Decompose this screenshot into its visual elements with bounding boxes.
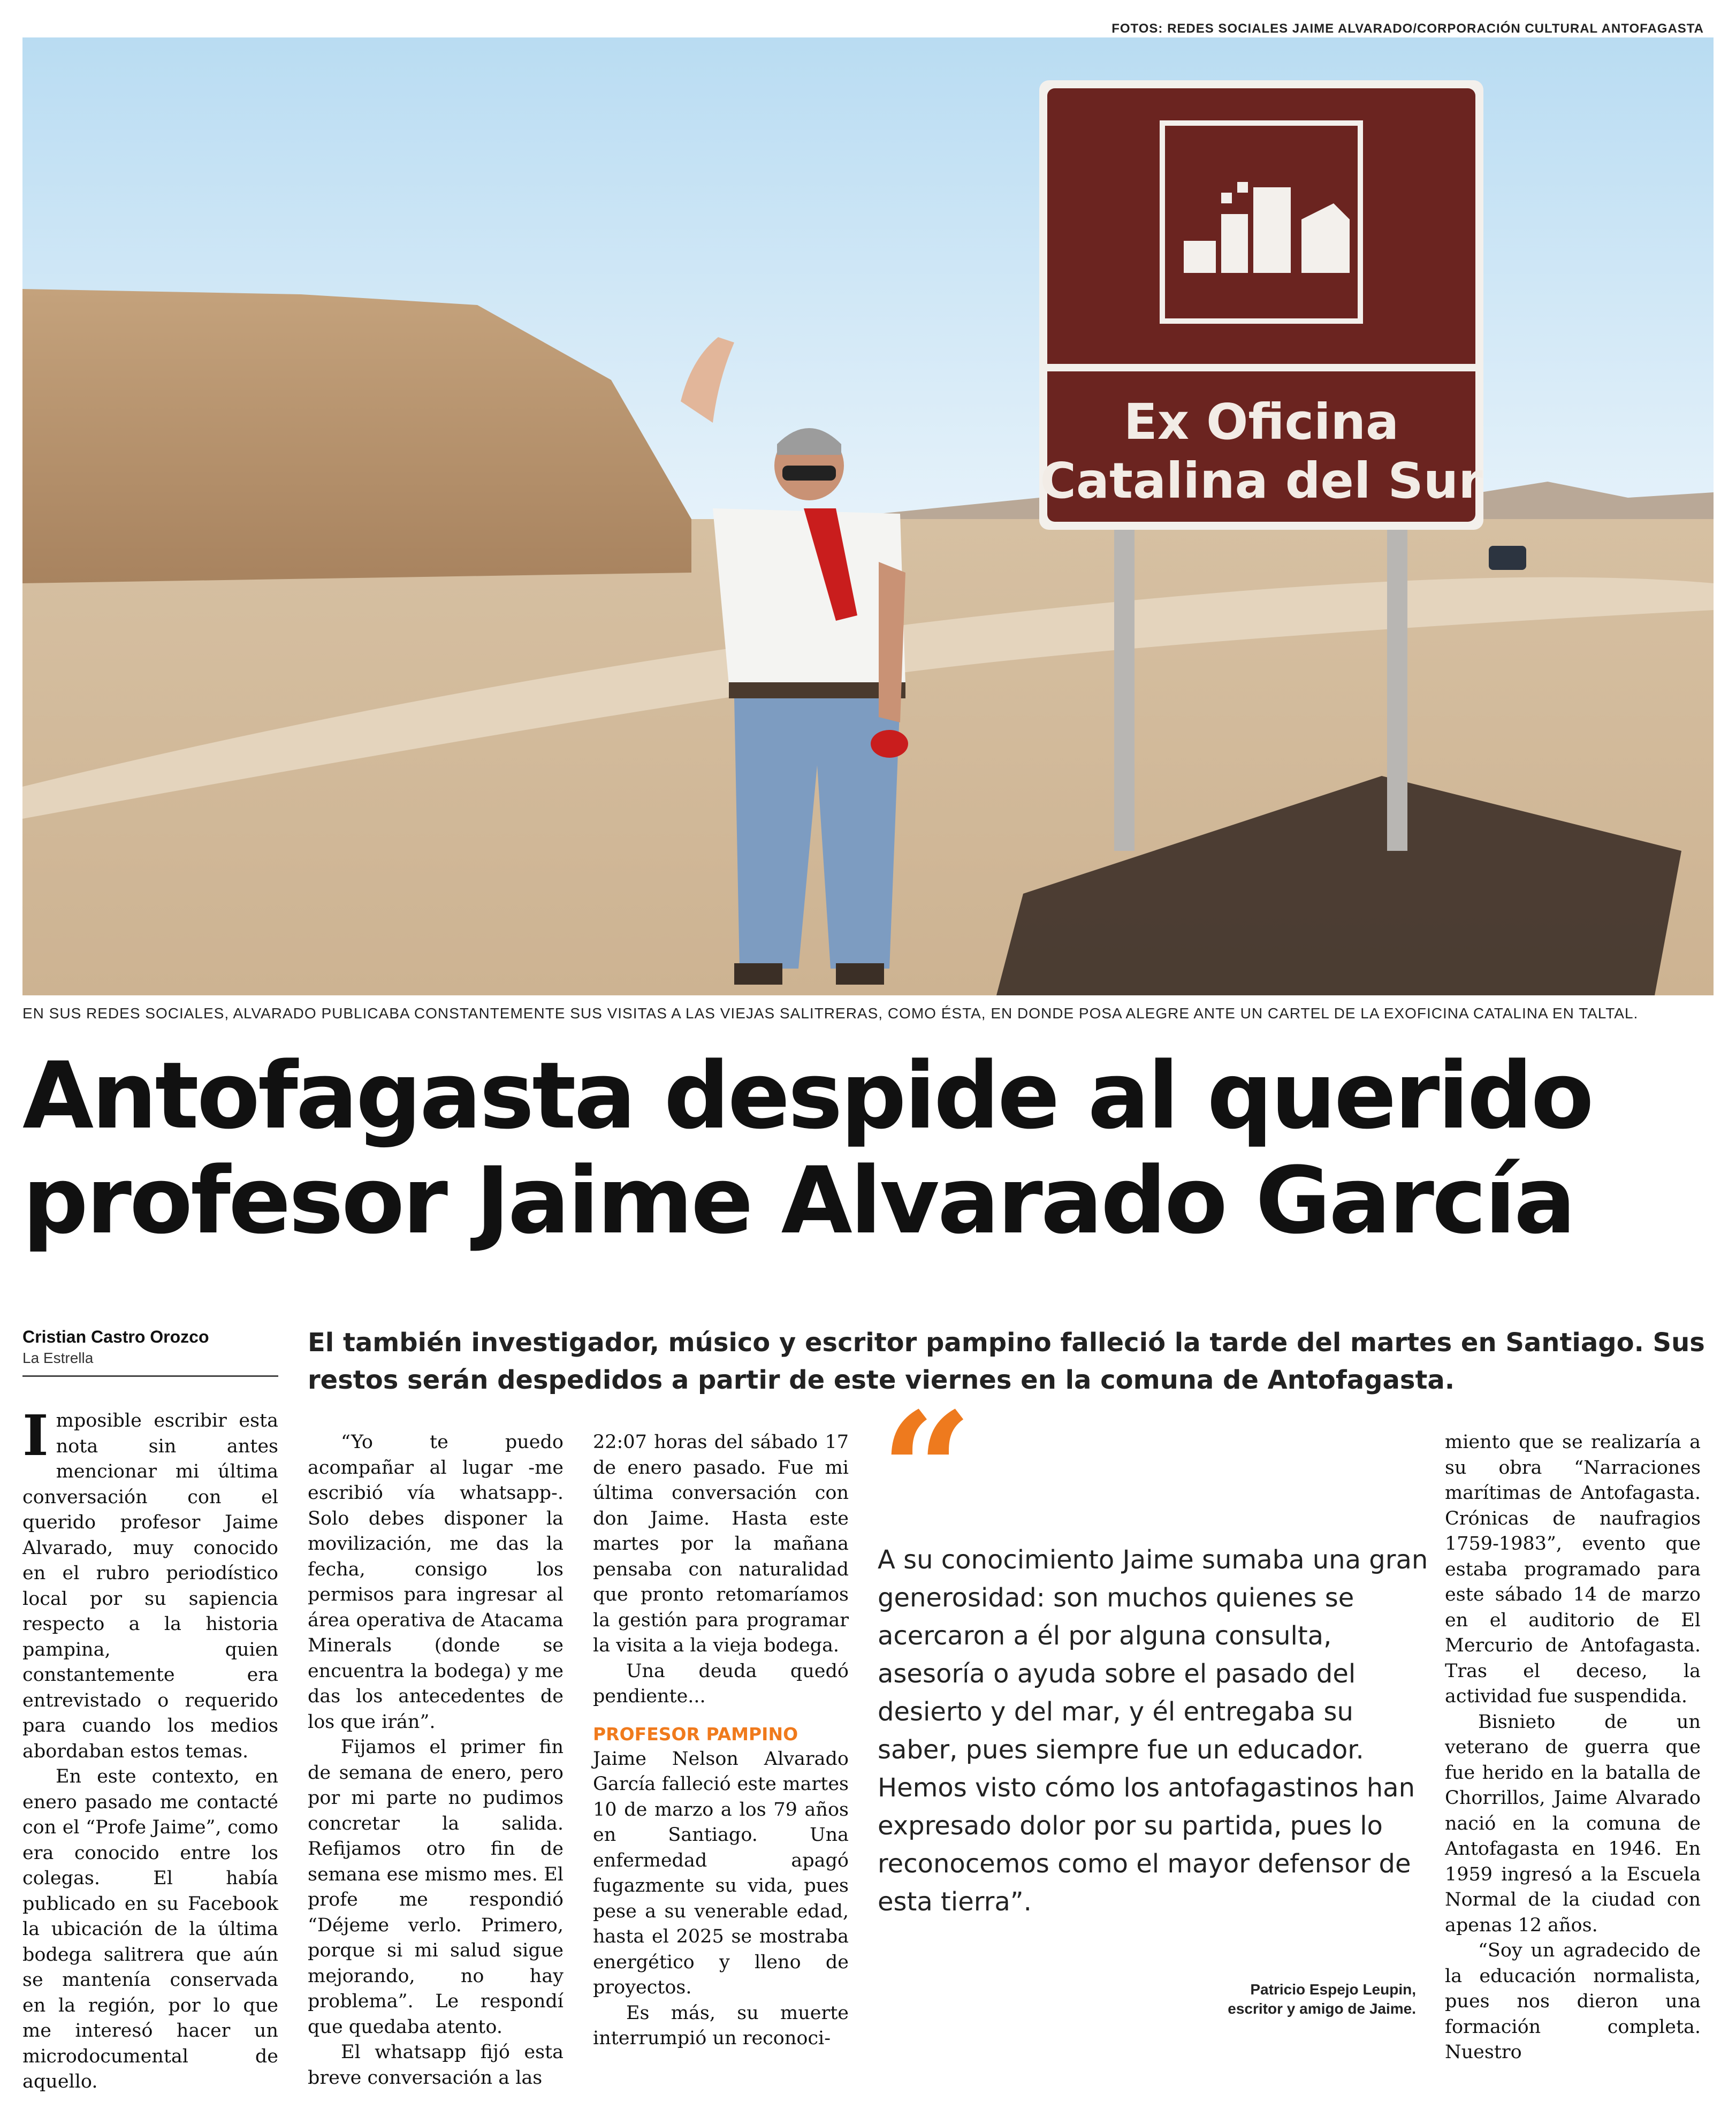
dropcap: I bbox=[22, 1403, 49, 1468]
paragraph: En este contexto, en enero pasado me contacté con el “Profe Jaime”, como era conocido entre los colegas. El había publicado en su Facebook la ubicación de la última bodega salitrera que aún se mantenía conservada en la región, por lo que me interesó hacer un microdocumental de aquello. bbox=[22, 1766, 278, 2092]
paragraph: Jaime Nelson Alvarado García falleció este martes 10 de marzo a los 79 años en Santiago. Una enfermedad apagó fugazmente su vida, pues pese a su venerable edad, hasta el 2025 se mostraba energético y lleno de proyectos. bbox=[593, 1748, 849, 1998]
paragraph: “Soy un agradecido de la educación normalista, pues nos dieron una formación completa. Nuestro bbox=[1445, 1940, 1701, 2063]
sign-post-left bbox=[1114, 519, 1135, 851]
body-column-4 bbox=[1445, 1430, 1701, 2066]
quote-mark-icon: “ bbox=[880, 1377, 973, 1566]
section-heading: PROFESOR PAMPINO bbox=[593, 1723, 798, 1745]
sign-post-right bbox=[1387, 530, 1407, 851]
headline bbox=[22, 1044, 1714, 1253]
distant-car bbox=[1489, 546, 1526, 570]
photo-credit: FOTOS: REDES SOCIALES JAIME ALVARADO/CORPORACIÓN CULTURAL ANTOFAGASTA bbox=[1111, 21, 1704, 36]
paragraph: Bisnieto de un veterano de guerra que fue herido en la batalla de Chorrillos, Jaime Alvarado nació en la comuna de Antofagasta en 1946. En 1959 ingresó a la Escuela Normal de la ciudad con apenas 12 años. bbox=[1445, 1711, 1701, 1936]
photo-caption: EN SUS REDES SOCIALES, ALVARADO PUBLICABA CONSTANTEMENTE SUS VISITAS A LAS VIEJAS SALITRERAS, COMO ÉSTA, EN DONDE POSA ALEGRE ANTE UN CARTEL DE LA EXOFICINA CATALINA EN TALTAL. bbox=[22, 1005, 1639, 1022]
paragraph: Imposible escribir esta nota sin antes mencionar mi última conversación con el querido profesor Jaime Alvarado, muy conocido en el rubro periodístico local por su sapiencia respecto a la historia pampina, quien constantemente era entrevistado o requerido para cuando los medios abordaban estos temas. bbox=[22, 1403, 278, 1762]
subhead: El también investigador, músico y escritor pampino falleció la tarde del martes en Santiago. Sus restos serán despedidos a partir de este viernes en la comuna de Antofagasta. bbox=[308, 1328, 1705, 1395]
byline-divider bbox=[22, 1375, 278, 1377]
body-column-1 bbox=[22, 1403, 278, 2095]
paragraph: “Yo te puedo acompañar al lugar -me escribió vía whatsapp-. Solo debes disponer la movilización, me das la fecha, consigo los permisos para ingresar al área operativa de Atacama Minerals (donde se encuentra la bodega) y me das los antecedentes de los que irán”. bbox=[308, 1431, 564, 1733]
byline-author: Cristian Castro Orozco bbox=[22, 1327, 209, 1346]
sign-line1: Ex Oficina bbox=[1123, 393, 1399, 451]
pullquote-author-name: Patricio Espejo Leupin, bbox=[1250, 1981, 1416, 1998]
byline-outlet: La Estrella bbox=[22, 1350, 94, 1366]
paragraph: Fijamos el primer fin de semana de enero, pero por mi parte no pudimos concretar la salida. Refijamos otro fin de semana ese mismo mes. El profe me respondió “Déjeme verlo. Primero, porque si mi salud sigue mejorando, no hay problema”. Le respondí que quedaba atento. bbox=[308, 1737, 564, 2038]
body-column-2 bbox=[308, 1430, 564, 2091]
paragraph: miento que se realizaría a su obra “Narraciones marítimas de Antofagasta. Crónicas de naufragios 1759-1983”, evento que estaba programado para este sábado 14 de marzo en el auditorio de El Mercurio de Antofagasta. Tras el deceso, la actividad fue suspendida. bbox=[1445, 1431, 1701, 1707]
paragraph: Una deuda quedó pendiente... bbox=[593, 1660, 849, 1707]
paragraph: 22:07 horas del sábado 17 de enero pasado. Fue mi última conversación con don Jaime. Hasta este martes por la mañana pensaba con naturalidad que pronto retomaríamos la gestión para programar la visita a la vieja bodega. bbox=[593, 1431, 849, 1656]
pullquote-author-role: escritor y amigo de Jaime. bbox=[1228, 2000, 1416, 2017]
paragraph: Es más, su muerte interrumpió un reconoci- bbox=[593, 2002, 849, 2049]
headline-line1: Antofagasta despide al querido bbox=[22, 1042, 1592, 1149]
body-column-3 bbox=[593, 1430, 849, 2052]
paragraph: El whatsapp fijó esta breve conversación a las bbox=[308, 2042, 564, 2089]
sign-line2: Catalina del Sur bbox=[1040, 452, 1483, 509]
hero-photo bbox=[22, 37, 1714, 995]
pullquote-author bbox=[1228, 1980, 1416, 2019]
pullquote-text: A su conocimiento Jaime sumaba una gran generosidad: son muchos quienes se acercaron a él por alguna consulta, asesoría o ayuda sobre el pasado del desierto y del mar, y él entregaba su saber, pues siempre fue un educador. Hemos visto cómo los antofagastinos han expresado dolor por su partida, pues lo reconocemos como el mayor defensor de esta tierra”. bbox=[878, 1545, 1428, 1917]
headline-line2: profesor Jaime Alvarado García bbox=[22, 1147, 1574, 1254]
